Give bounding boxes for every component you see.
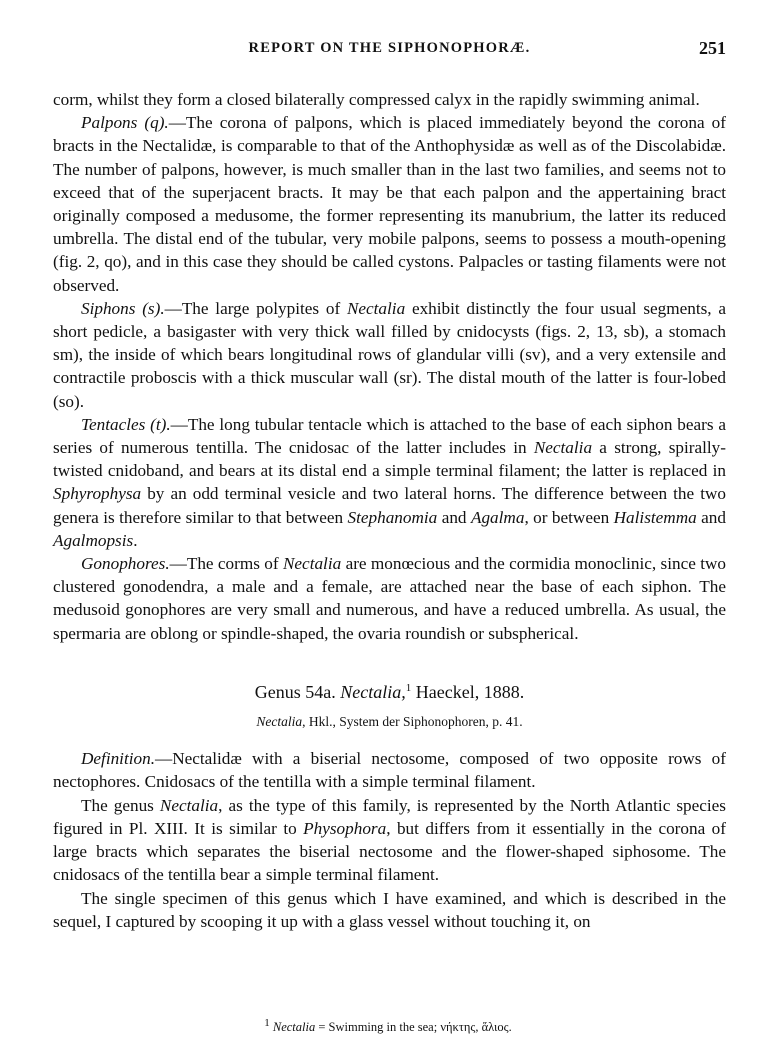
tentacles-text-g: . [133, 530, 138, 550]
siphons-text-a: —The large polypites of [164, 298, 347, 318]
genus-name: Halistemma [613, 507, 697, 527]
genus-name: Nectalia [159, 795, 219, 815]
tentacles-text-c: by an odd terminal vesicle and two lateral horns. The difference between the two genera is therefore similar to that between [53, 484, 726, 527]
reference-text: , Hkl., System der Siphonophoren, p. 41. [302, 714, 523, 730]
genus-name: Agalmopsis [53, 530, 134, 550]
page-number: 251 [699, 38, 726, 58]
paragraph-genus-description [53, 794, 726, 887]
genus-name: Stephanomia [347, 507, 438, 527]
tentacles-text-b: a strong, spirally-twisted cnidoband, and bears at its distal end a simple terminal filament; the latter is replaced in [53, 438, 726, 481]
tentacles-text-f: and [696, 507, 726, 527]
footnote [0, 1016, 776, 1035]
genus-name: Sphyrophysa [53, 484, 142, 504]
footnote-marker: 1 [405, 681, 412, 694]
genus-text-a: The genus [81, 795, 160, 815]
body-text [53, 88, 726, 933]
genus-name: Nectalia [346, 298, 406, 318]
genus-number: Genus 54a. [254, 681, 341, 702]
page-header [53, 40, 726, 64]
paragraph-gonophores [53, 552, 726, 645]
genus-name: Physophora [303, 818, 387, 838]
genus-author: Haeckel, 1888. [411, 681, 525, 702]
footnote-number: 1 [264, 1016, 270, 1029]
genus-name: Nectalia [256, 714, 303, 730]
paragraph-definition [53, 747, 726, 793]
paragraph-continuation: corm, whilst they form a closed bilaterally compressed calyx in the rapidly swimming animal. [53, 90, 700, 109]
definition-heading: Definition. [81, 749, 155, 769]
genus-name: Nectalia [272, 1020, 316, 1034]
genus-name: Nectalia, [340, 681, 406, 702]
genus-heading [53, 681, 726, 704]
gonophores-text-b: are monœcious and the cormidia monoclinic, since two clustered gonodendra, a male and a female, are attached near the base of each siphon. The medusoid gonophores are very small and numerous, and have a reduced umbrella. As usual, the spermaria are oblong or spindle-shaped, the ovaria roundish or subspherical. [53, 554, 726, 643]
paragraph-tentacles [53, 413, 726, 552]
paragraph-specimen: The single specimen of this genus which I have examined, and which is described in the sequel, I captured by scooping it up with a glass vessel without touching it, on [53, 888, 726, 931]
tentacles-text-d: and [437, 507, 471, 527]
palpons-heading: Palpons (q). [81, 113, 169, 133]
palpons-text: —The corona of palpons, which is placed immediately beyond the corona of bracts in the Nectalidæ, is comparable to that of the Anthophysidæ as well as of the Discolabidæ. The number of palpons, however, is much smaller than in the last two families, and seems not to exceed that of the superjacent bracts. It may be that each palpon and the appertaining bract originally composed a medusome, the former representing its manubrium, the latter its reduced umbrella. The distal end of the tubular, very mobile palpons, seems to possess a mouth-opening (fig. 2, qo), and in this case they should be called cystons. Palpacles or tasting filaments were not observed. [53, 113, 726, 295]
definition-text: —Nectalidæ with a biserial nectosome, composed of two opposite rows of nectophores. Cnidosacs of the tentilla with a simple terminal filament. [53, 749, 726, 792]
paragraph-palpons [53, 111, 726, 297]
genus-text-c: , but differs from it essentially in the corona of large bracts which separates the biserial nectosome and the flower-shaped siphosome. The cnidosacs of the tentilla bear a simple terminal filament. [53, 818, 726, 885]
running-head: REPORT ON THE SIPHONOPHORÆ. [248, 40, 531, 56]
genus-name: Nectalia [533, 438, 593, 458]
gonophores-text-a: —The corms of [169, 554, 283, 574]
siphons-heading: Siphons (s). [81, 298, 165, 318]
footnote-text: = Swimming in the sea; νήκτης, ἅλιος. [315, 1020, 512, 1034]
tentacles-text-a: —The long tubular tentacle which is attached to the base of each siphon bears a series of numerous tentilla. The cnidosac of the latter includes in [53, 414, 727, 458]
tentacles-text-e: , or between [524, 507, 614, 527]
genus-name: Agalma [470, 507, 525, 527]
genus-text-b: , as the type of this family, is represented by the North Atlantic species figured in Pl. XIII. It is similar to [53, 795, 726, 838]
paragraph-siphons [53, 297, 726, 413]
gonophores-heading: Gonophores. [81, 554, 170, 574]
genus-name: Nectalia [282, 554, 342, 574]
genus-reference [53, 710, 726, 733]
siphons-text-b: exhibit distinctly the four usual segments, a short pedicle, a basigaster with very thick wall filled by cnidocysts (figs. 2, 13, sb), a stomach sm), the inside of which bears longitudinal rows of glandular villi (sv), and a very extensile and contractile proboscis with a thick muscular wall (sr). The distal mouth of the latter is four-lobed (so). [53, 298, 726, 411]
tentacles-heading: Tentacles (t). [81, 414, 171, 434]
